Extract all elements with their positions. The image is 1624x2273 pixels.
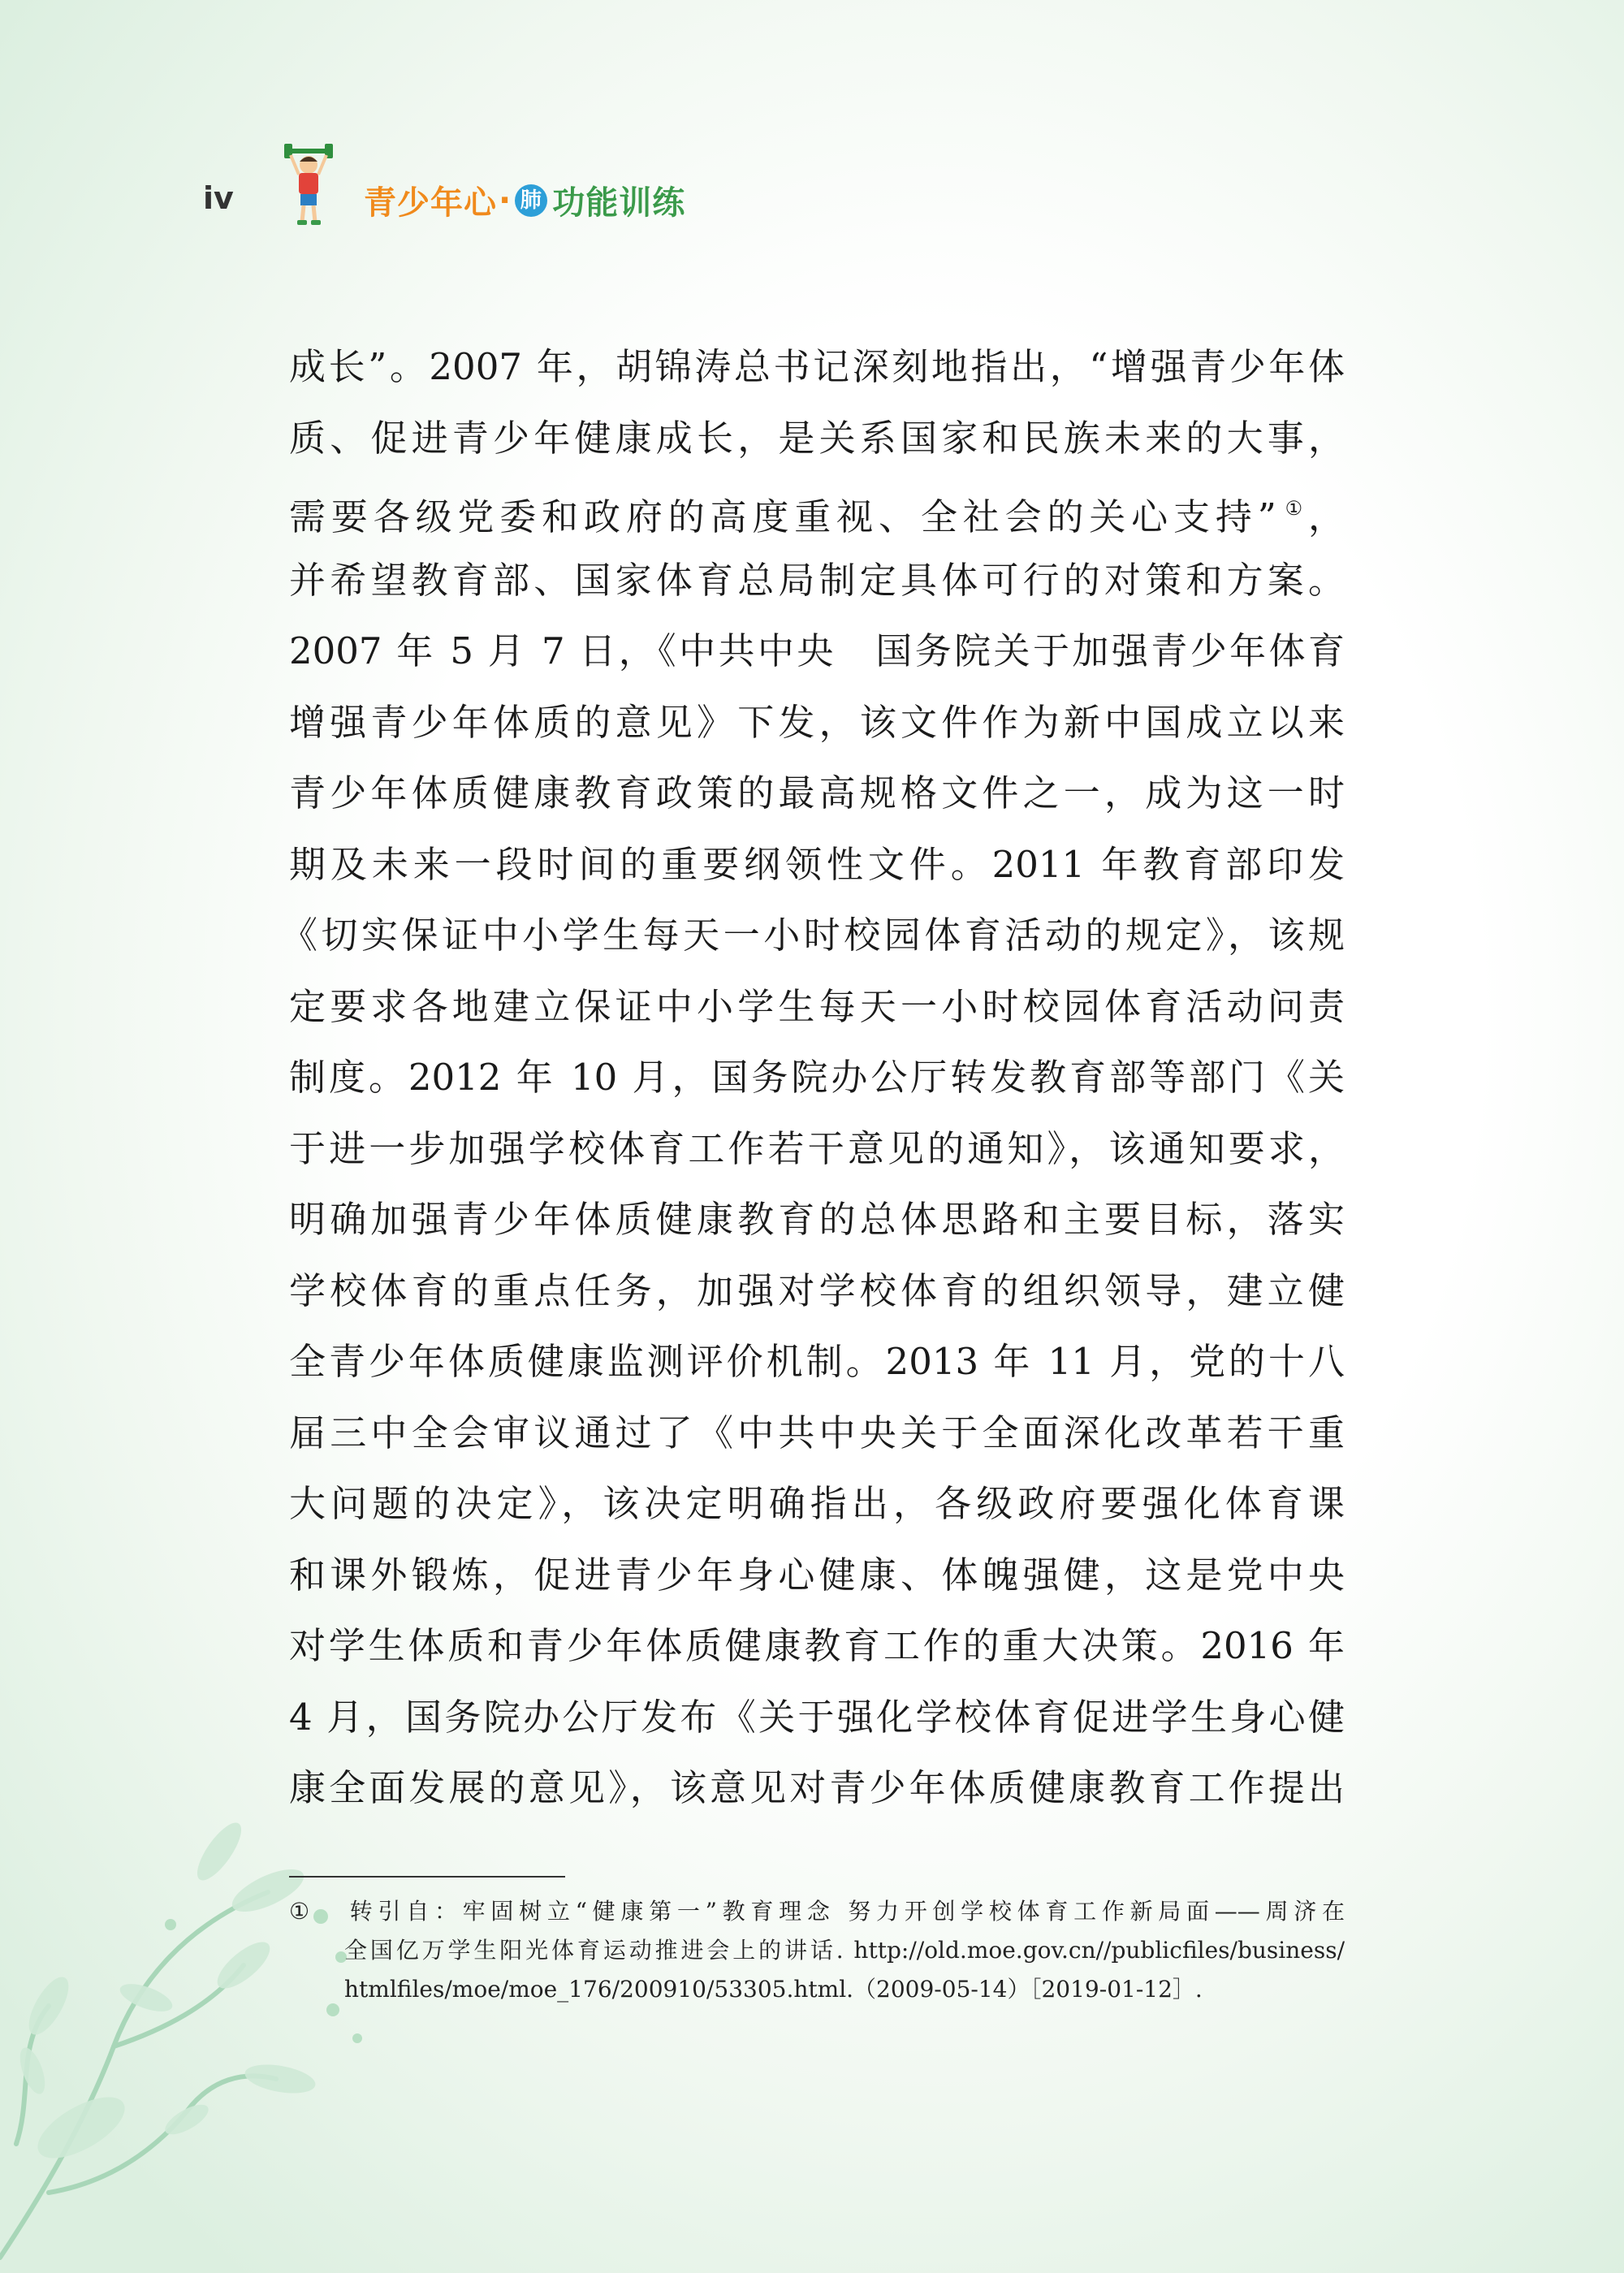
- footnote-url[interactable]: htmlfiles/moe/moe_176/200910/53305.html.（2009-05-14）［2019-01-12］.: [344, 1976, 1203, 2003]
- text-line: 学校体育的重点任务，加强对学校体育的组织领导，建立健: [289, 1268, 1345, 1312]
- header-title-part1: 青少年心: [364, 184, 497, 222]
- text-line: 4 月，国务院办公厅发布《关于强化学校体育促进学生身心健: [289, 1695, 1345, 1739]
- footnote: [289, 1892, 1345, 2009]
- text-line-tail: ，: [1307, 495, 1345, 538]
- footnote-text: 转引自：牢固树立“健康第一”教育理念 努力开创学校体育工作新局面——周济在: [344, 1898, 1345, 1925]
- header-title-dot: ·: [499, 181, 512, 219]
- text-line: 大问题的决定》，该决定明确指出，各级政府要强化体育课: [289, 1482, 1345, 1525]
- text-line: 并希望教育部、国家体育总局制定具体可行的对策和方案。: [289, 558, 1345, 602]
- header-title-part2: 功能训练: [552, 184, 686, 222]
- text-line: 增强青少年体质的意见》下发，该文件作为新中国成立以来: [289, 700, 1345, 744]
- text-line: 和课外锻炼，促进青少年身心健康、体魄强健，这是党中央: [289, 1553, 1345, 1597]
- text-line: 制度。2012 年 10 月，国务院办公厅转发教育部等部门《关: [289, 1056, 1345, 1099]
- text-line: 2007 年 5 月 7 日，《中共中央 国务院关于加强青少年体育: [289, 629, 1345, 672]
- footnote-line: 全国亿万学生阳光体育运动推进会上的讲话. http://old.moe.gov.cn//publicfiles/business/: [344, 1937, 1345, 1964]
- text-line: [289, 473, 1345, 545]
- text-line: 于进一步加强学校体育工作若干意见的通知》，该通知要求，: [289, 1126, 1345, 1170]
- text-line: 全青少年体质健康监测评价机制。2013 年 11 月，党的十八: [289, 1340, 1345, 1383]
- text-line: 康全面发展的意见》，该意见对青少年体质健康教育工作提出: [289, 1766, 1345, 1809]
- text-line: 《切实保证中小学生每天一小时校园体育活动的规定》，该规: [281, 914, 1345, 957]
- text-line: 届三中全会审议通过了《中共中央关于全面深化改革若干重: [289, 1411, 1345, 1454]
- text-line: 成长”。2007 年，胡锦涛总书记深刻地指出，“增强青少年体: [289, 345, 1345, 388]
- footnote-line: [289, 1892, 1345, 1931]
- body-paragraph: [281, 331, 1345, 1824]
- page-number: iv: [203, 180, 234, 216]
- text-line: 定要求各地建立保证中小学生每天一小时校园体育活动问责: [289, 984, 1345, 1028]
- text-line: 对学生体质和青少年体质健康教育工作的重大决策。2016 年: [289, 1624, 1345, 1667]
- lung-badge-icon: 肺: [515, 184, 547, 217]
- text-line: 青少年体质健康教育政策的最高规格文件之一，成为这一时: [289, 771, 1345, 815]
- mascot-weightlifter-icon: [284, 142, 333, 227]
- text-line: 质、促进青少年健康成长，是关系国家和民族未来的大事，: [289, 416, 1345, 460]
- text-line: 明确加强青少年体质健康教育的总体思路和主要目标，落实: [289, 1198, 1345, 1241]
- text-line: 期及未来一段时间的重要纲领性文件。2011 年教育部印发: [289, 842, 1345, 886]
- floral-vine-decoration: [0, 1803, 422, 2273]
- running-header-title: [364, 177, 685, 223]
- footnote-divider: [289, 1876, 565, 1878]
- text-line-content: 需要各级党委和政府的高度重视、全社会的关心支持”: [289, 495, 1276, 538]
- footnote-reference[interactable]: ①: [1279, 497, 1308, 520]
- footnote-marker: ①: [289, 1898, 310, 1925]
